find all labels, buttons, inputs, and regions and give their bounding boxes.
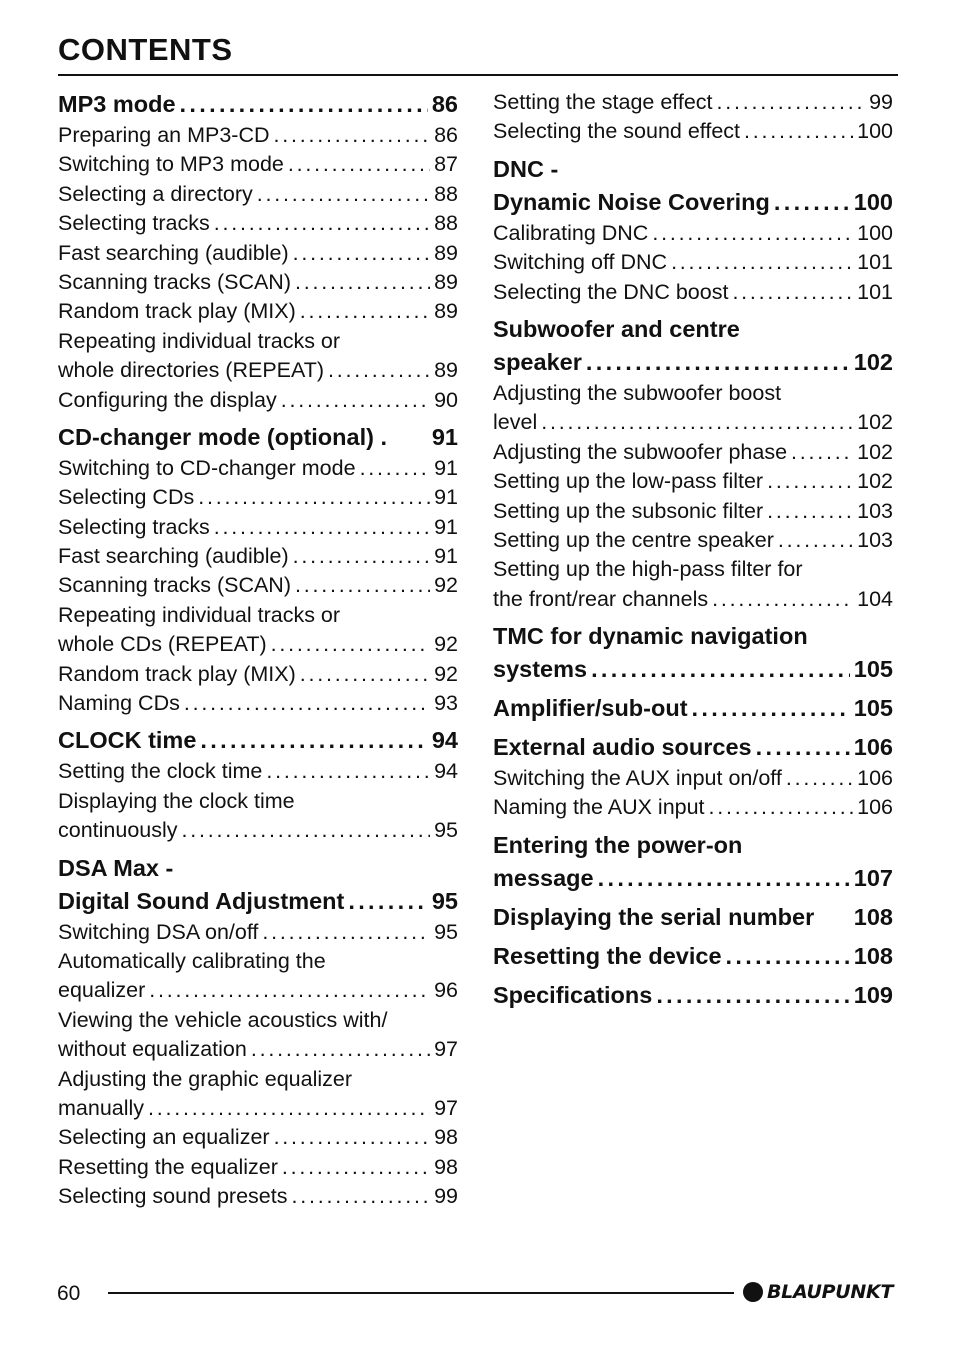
dot-leader — [671, 248, 853, 277]
entry-title: Naming CDs — [58, 691, 180, 716]
toc-line — [493, 829, 893, 862]
entry-title: Preparing an MP3-CD — [58, 123, 270, 147]
page-ref: 91 — [434, 544, 458, 569]
toc-entry — [493, 438, 893, 467]
entry-title: Repeating individual tracks or — [58, 602, 341, 627]
dot-leader — [717, 88, 866, 117]
dot-leader — [214, 209, 430, 238]
section-title: systems — [493, 656, 588, 683]
dot-leader — [732, 278, 853, 307]
dot-leader — [271, 630, 430, 659]
section-title: message — [493, 864, 594, 891]
toc-section — [493, 620, 893, 686]
entry-title: Setting up the centre speaker — [493, 527, 774, 552]
page-ref: 98 — [434, 1125, 458, 1150]
section-title: Amplifier/sub-out — [493, 695, 688, 722]
toc-line — [58, 976, 458, 1005]
page-ref: 87 — [434, 152, 458, 177]
toc-entry — [493, 117, 893, 146]
entry-title: the front/rear channels — [493, 586, 709, 611]
entry-title: Random track play (MIX) — [58, 661, 296, 686]
toc-line — [58, 542, 458, 571]
toc-line — [493, 379, 893, 408]
toc-entry — [58, 150, 458, 179]
section-title: CLOCK time — [58, 727, 197, 754]
page-ref: 109 — [853, 981, 893, 1008]
toc-line — [58, 689, 458, 718]
toc-section — [493, 940, 893, 973]
page-ref: 100 — [857, 220, 893, 245]
toc-line — [493, 526, 893, 555]
entry-title: Setting the clock time — [58, 759, 263, 784]
dot-leader — [293, 239, 430, 268]
dot-leader — [786, 764, 853, 793]
dot-leader — [586, 346, 850, 379]
toc-line — [493, 731, 893, 764]
toc-entry — [493, 467, 893, 496]
toc-entry — [58, 386, 458, 415]
toc-entry — [58, 918, 458, 947]
page-ref: 104 — [857, 586, 893, 611]
page-ref: 92 — [434, 573, 458, 598]
entry-title: Scanning tracks (SCAN) — [58, 269, 291, 294]
toc-line — [493, 497, 893, 526]
page-ref: 100 — [853, 188, 893, 215]
toc-entry — [58, 180, 458, 209]
toc-left-column — [58, 88, 458, 1212]
toc-line — [493, 653, 893, 686]
toc-line — [493, 313, 893, 346]
entry-title: Setting the stage effect — [493, 90, 713, 114]
page-number: 60 — [57, 1282, 81, 1305]
entry-title: Switching DSA on/off — [58, 919, 259, 944]
toc-line — [58, 630, 458, 659]
toc-line — [493, 88, 893, 117]
toc-entry — [58, 513, 458, 542]
entry-title: Setting up the subsonic filter — [493, 498, 764, 523]
toc-section — [493, 829, 893, 895]
page-ref: 91 — [434, 485, 458, 510]
dot-leader — [791, 438, 853, 467]
dot-leader — [348, 885, 428, 918]
page-ref: 89 — [434, 299, 458, 324]
page-ref: 88 — [434, 181, 458, 206]
toc-line — [58, 1094, 458, 1123]
page-ref: 91 — [434, 455, 458, 480]
dot-leader — [656, 979, 849, 1012]
page-ref: 94 — [431, 727, 458, 754]
toc-line — [58, 1006, 458, 1035]
toc-section — [58, 724, 458, 757]
page-ref: 108 — [853, 903, 893, 930]
page-ref: 106 — [857, 795, 893, 820]
dot-leader — [274, 1123, 431, 1152]
dot-leader — [293, 542, 430, 571]
entry-title: Selecting sound presets — [58, 1184, 288, 1209]
toc-entry — [493, 793, 893, 822]
toc-entry — [58, 689, 458, 718]
section-title: Specifications — [493, 981, 653, 1008]
page-ref: 86 — [431, 91, 458, 117]
entry-title: without equalization — [58, 1037, 247, 1062]
entry-title: Switching to CD-changer mode — [58, 455, 356, 480]
dot-leader — [541, 408, 853, 437]
toc-line — [58, 885, 458, 918]
dot-leader — [774, 186, 850, 219]
dot-leader — [184, 689, 430, 718]
section-title: Entering the power-on — [493, 831, 743, 858]
page-ref: 89 — [434, 269, 458, 294]
page-ref: 91 — [434, 514, 458, 539]
page-ref: 96 — [434, 978, 458, 1003]
entry-title: Setting up the high-pass filter for — [493, 557, 803, 582]
entry-title: Adjusting the subwoofer phase — [493, 439, 788, 464]
toc-section — [58, 421, 458, 454]
entry-title: Setting up the low-pass filter — [493, 469, 764, 494]
page-ref: 102 — [853, 348, 893, 375]
toc-entry — [493, 379, 893, 438]
toc-line — [493, 585, 893, 614]
toc-line — [58, 947, 458, 976]
page-ref: 102 — [857, 410, 893, 435]
entry-title: Switching off DNC — [493, 250, 668, 275]
toc-line — [493, 555, 893, 584]
toc-line — [58, 180, 458, 209]
page-ref: 101 — [857, 279, 893, 304]
toc-line — [493, 117, 893, 146]
entry-title: Selecting CDs — [58, 485, 195, 510]
toc-line — [58, 483, 458, 512]
toc-entry — [58, 1123, 458, 1152]
section-title: MP3 mode — [58, 91, 176, 117]
toc-line — [58, 816, 458, 845]
entry-title: equalizer — [58, 978, 146, 1003]
toc-line — [58, 513, 458, 542]
toc-entry — [493, 219, 893, 248]
toc-line — [493, 248, 893, 277]
toc-line — [58, 386, 458, 415]
entry-title: Selecting tracks — [58, 514, 210, 539]
dot-leader — [652, 219, 853, 248]
toc-line — [493, 862, 893, 895]
toc-entry — [58, 1065, 458, 1124]
section-title: speaker — [493, 348, 582, 375]
toc-line — [493, 467, 893, 496]
entry-title: Selecting the sound effect — [493, 119, 741, 144]
toc-entry — [58, 542, 458, 571]
toc-line — [493, 408, 893, 437]
dot-leader — [288, 150, 430, 179]
entry-title: manually — [58, 1095, 145, 1120]
toc-line — [493, 438, 893, 467]
toc-section — [493, 731, 893, 764]
dot-leader — [328, 356, 430, 385]
toc-line — [493, 764, 893, 793]
entry-title: level — [493, 410, 538, 435]
entry-title: Naming the AUX input — [493, 795, 705, 820]
page-ref: 106 — [857, 766, 893, 791]
dot-leader — [266, 757, 430, 786]
toc-line — [58, 88, 458, 121]
page-ref: 102 — [857, 439, 893, 464]
dot-leader — [148, 1094, 430, 1123]
page-ref: 92 — [434, 632, 458, 657]
dot-leader — [180, 88, 428, 121]
toc-line — [58, 1153, 458, 1182]
entry-title: Calibrating DNC — [493, 220, 649, 245]
toc-line — [493, 186, 893, 219]
toc-line — [58, 724, 458, 757]
dot-leader — [251, 1035, 430, 1064]
page-ref: 106 — [853, 734, 893, 761]
dot-leader — [756, 731, 850, 764]
toc-line — [58, 757, 458, 786]
toc-line — [58, 297, 458, 326]
entry-title: Switching to MP3 mode — [58, 152, 284, 177]
dot-leader — [598, 862, 850, 895]
toc-line — [493, 219, 893, 248]
dot-leader — [767, 467, 853, 496]
entry-title: Selecting the DNC boost — [493, 279, 729, 304]
page-ref: 92 — [434, 661, 458, 686]
toc-line — [493, 940, 893, 973]
page-ref: 97 — [434, 1037, 458, 1062]
toc-entry — [58, 268, 458, 297]
toc-line — [493, 901, 893, 934]
toc-line — [493, 979, 893, 1012]
entry-title: continuously — [58, 818, 178, 843]
page-ref: 86 — [434, 123, 458, 147]
toc-line — [58, 356, 458, 385]
toc-line — [493, 793, 893, 822]
toc-section — [493, 692, 893, 725]
toc-section — [493, 153, 893, 219]
toc-entry — [58, 327, 458, 386]
dot-leader — [149, 976, 430, 1005]
dot-leader — [257, 180, 430, 209]
dot-leader — [778, 526, 853, 555]
page-ref: 95 — [431, 887, 458, 914]
toc-entry — [58, 1153, 458, 1182]
entry-title: Automatically calibrating the — [58, 948, 326, 973]
brand-logo — [743, 1281, 893, 1303]
section-title: Subwoofer and centre — [493, 315, 740, 342]
toc-entry — [58, 1182, 458, 1211]
toc-line — [58, 1123, 458, 1152]
toc-section — [58, 852, 458, 918]
toc-entry — [58, 1006, 458, 1065]
dot-leader — [726, 940, 850, 973]
brand-name: BLAUPUNKT — [767, 1281, 894, 1303]
dot-leader — [591, 653, 850, 686]
entry-title: Selecting an equalizer — [58, 1125, 270, 1150]
toc-section — [493, 313, 893, 379]
toc-entry — [58, 787, 458, 846]
page-ref: 107 — [853, 864, 893, 891]
entry-title: Configuring the display — [58, 387, 277, 412]
page-ref: 105 — [853, 656, 893, 683]
page-ref: 101 — [857, 250, 893, 275]
toc-entry — [58, 209, 458, 238]
entry-title: Adjusting the graphic equalizer — [58, 1066, 353, 1091]
page-ref: 89 — [434, 240, 458, 265]
toc-section — [493, 979, 893, 1012]
dot-leader — [291, 1182, 430, 1211]
dot-leader — [182, 816, 431, 845]
toc-entry — [58, 947, 458, 1006]
toc-entry — [493, 497, 893, 526]
dot-leader — [744, 117, 853, 146]
toc-line — [58, 327, 458, 356]
page-ref: 103 — [857, 527, 893, 552]
title-rule — [58, 74, 898, 76]
toc-entry — [58, 297, 458, 326]
toc-line — [58, 601, 458, 630]
dot-leader — [295, 571, 430, 600]
entry-title: Displaying the clock time — [58, 788, 295, 813]
toc-line — [58, 787, 458, 816]
toc-entry — [58, 454, 458, 483]
page-ref: 88 — [434, 211, 458, 236]
dot-leader — [198, 483, 430, 512]
entry-title: whole CDs (REPEAT) — [58, 632, 267, 657]
entry-title: Viewing the vehicle acoustics with/ — [58, 1007, 388, 1032]
entry-title: Selecting tracks — [58, 211, 210, 236]
page-ref: 95 — [434, 818, 458, 843]
section-title: Dynamic Noise Covering — [493, 188, 770, 215]
dot-leader — [300, 660, 430, 689]
section-title: DSA Max - — [58, 854, 174, 881]
dot-leader — [712, 585, 853, 614]
dot-leader — [274, 121, 431, 150]
toc-entry — [58, 121, 458, 150]
section-title: External audio sources — [493, 734, 752, 761]
entry-title: Scanning tracks (SCAN) — [58, 573, 291, 598]
toc-line — [58, 150, 458, 179]
footer-rule — [108, 1292, 734, 1294]
dot-leader — [692, 692, 850, 725]
toc-line — [493, 278, 893, 307]
entry-title: Switching the AUX input on/off — [493, 766, 782, 791]
entry-title: Fast searching (audible) — [58, 240, 289, 265]
entry-title: whole directories (REPEAT) — [58, 358, 325, 383]
section-title: TMC for dynamic navigation — [493, 623, 808, 650]
page-ref: 97 — [434, 1095, 458, 1120]
section-title: DNC - — [493, 155, 559, 182]
toc-line — [58, 660, 458, 689]
toc-entry — [58, 239, 458, 268]
toc-line — [58, 1035, 458, 1064]
toc-entry — [58, 601, 458, 660]
page-ref: 89 — [434, 358, 458, 383]
toc-line — [58, 121, 458, 150]
toc-line — [58, 1065, 458, 1094]
toc-line — [58, 852, 458, 885]
entry-title: Random track play (MIX) — [58, 299, 296, 324]
page-ref: 103 — [857, 498, 893, 523]
toc-line — [493, 620, 893, 653]
page-ref: 99 — [869, 90, 893, 114]
page-ref: 99 — [434, 1184, 458, 1209]
entry-title: Selecting a directory — [58, 181, 253, 206]
toc-line — [493, 153, 893, 186]
brand-dot-icon — [743, 1282, 763, 1302]
dot-leader — [200, 724, 427, 757]
toc-entry — [58, 483, 458, 512]
entry-title: Resetting the equalizer — [58, 1154, 278, 1179]
entry-title: Repeating individual tracks or — [58, 328, 341, 353]
toc-line — [58, 454, 458, 483]
toc-right-column — [493, 88, 893, 1012]
toc-line — [58, 571, 458, 600]
page-ref: 105 — [853, 695, 893, 722]
toc-line — [58, 1182, 458, 1211]
toc-entry — [493, 526, 893, 555]
toc-entry — [493, 248, 893, 277]
page-ref: 90 — [434, 387, 458, 412]
toc-line — [493, 346, 893, 379]
dot-leader — [281, 386, 430, 415]
dot-leader — [767, 497, 853, 526]
toc-line — [58, 239, 458, 268]
dot-leader — [295, 268, 430, 297]
toc-entry — [493, 555, 893, 614]
toc-entry — [58, 660, 458, 689]
page-ref: 100 — [857, 119, 893, 144]
dot-leader — [300, 297, 430, 326]
section-title: CD-changer mode (optional) . — [58, 423, 387, 450]
toc-section — [58, 88, 458, 121]
page-ref: 95 — [434, 919, 458, 944]
entry-title: Fast searching (audible) — [58, 544, 289, 569]
page-ref: 94 — [434, 759, 458, 784]
section-title: Resetting the device — [493, 942, 722, 969]
toc-line — [493, 692, 893, 725]
toc-entry — [493, 764, 893, 793]
toc-line — [58, 268, 458, 297]
dot-leader — [214, 513, 430, 542]
page-ref: 102 — [857, 469, 893, 494]
toc-entry — [493, 88, 893, 117]
toc-entry — [58, 571, 458, 600]
section-title: Displaying the serial number — [493, 903, 815, 930]
dot-leader — [360, 454, 431, 483]
page-ref: 91 — [431, 423, 458, 450]
section-title: Digital Sound Adjustment — [58, 887, 345, 914]
dot-leader — [282, 1153, 430, 1182]
page-ref: 93 — [434, 691, 458, 716]
dot-leader — [262, 918, 430, 947]
toc-line — [58, 421, 458, 454]
toc-section — [493, 901, 893, 934]
toc-line — [58, 209, 458, 238]
toc-entry — [58, 757, 458, 786]
page-title: CONTENTS — [58, 32, 233, 67]
page-ref: 98 — [434, 1154, 458, 1179]
entry-title: Adjusting the subwoofer boost — [493, 380, 782, 405]
toc-entry — [493, 278, 893, 307]
dot-leader — [709, 793, 854, 822]
toc-line — [58, 918, 458, 947]
page-ref: 108 — [853, 942, 893, 969]
